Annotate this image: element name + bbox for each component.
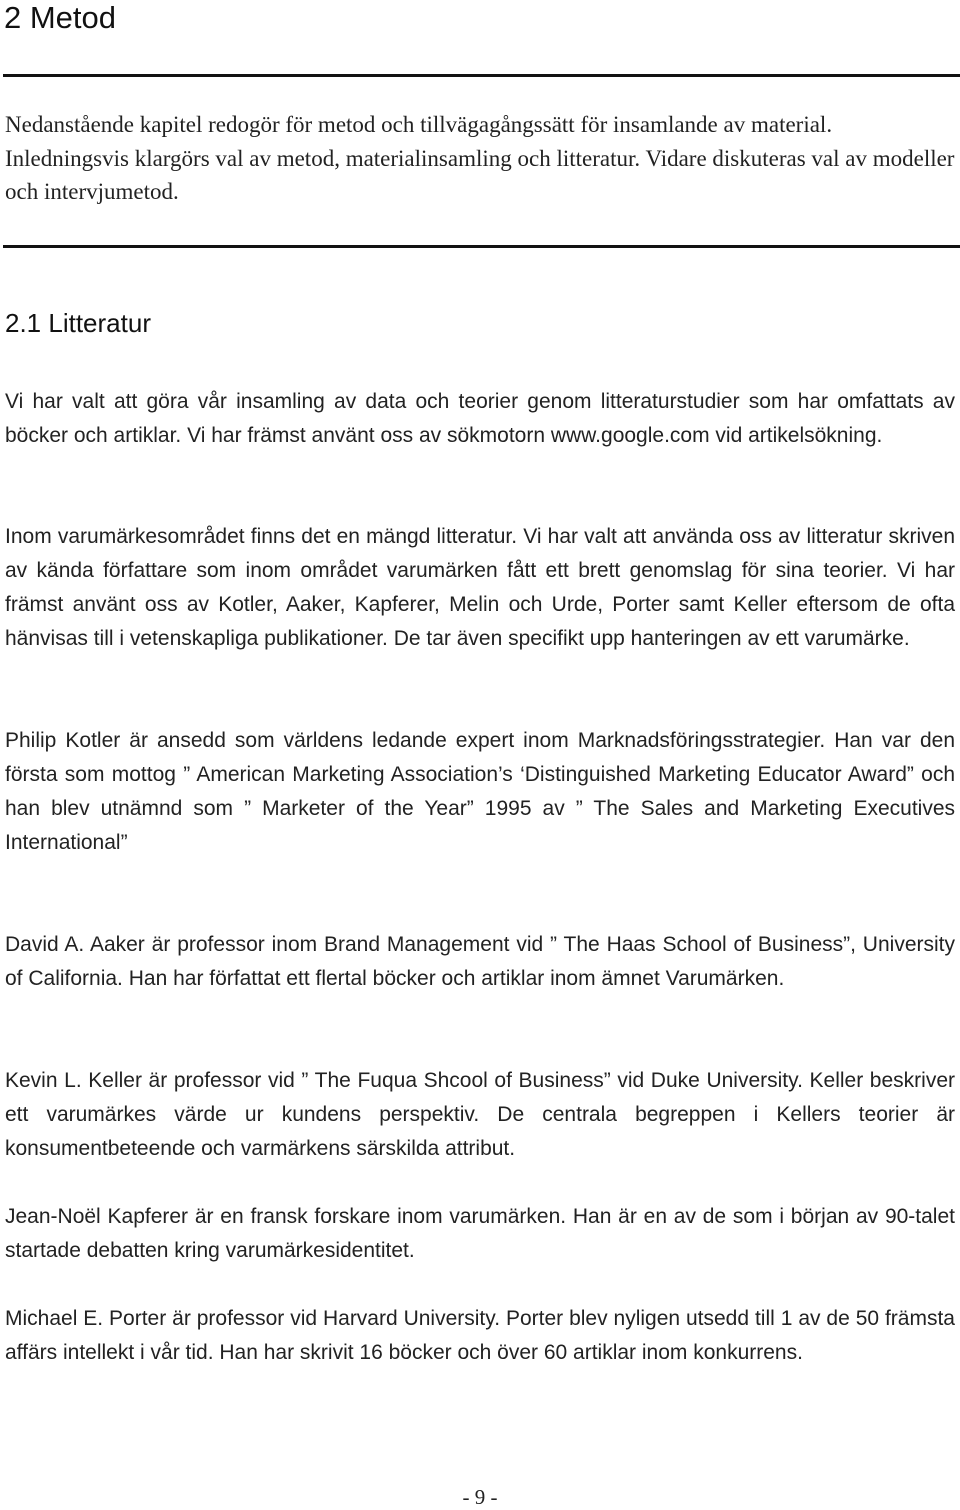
page-number: - 9 -: [462, 1485, 498, 1509]
paragraph-kapferer: Jean-Noël Kapferer är en fransk forskare inom varumärken. Han är en av de som i början av 90-talet startade debatten kring varumärkesidentitet.: [5, 1205, 955, 1262]
paragraph-brand-literature: Inom varumärkesområdet finns det en mängd litteratur. Vi har valt att använda oss av litteratur skriven av kända författare som inom området varumärken fått ett brett genomslag för sina teorier. Vi har främst använt oss av Kotler, Aaker, Kapferer, Melin och Urde, Porter samt Keller eftersom de ofta hänvisas till i vetenskapliga publikationer. De tar även specifikt upp hanteringen av ett varumärke.: [5, 525, 955, 650]
chapter-title: 2 Metod: [4, 0, 117, 35]
paragraph-porter: Michael E. Porter är professor vid Harvard University. Porter blev nyligen utsedd till 1 av de 50 främsta affärs intellekt i vår tid. Han har skrivit 16 böcker och över 60 artiklar inom konkurrens.: [5, 1307, 955, 1364]
chapter-intro: Nedanstående kapitel redogör för metod och tillvägagångssätt för insamlande av material. Inledningsvis klargörs val av metod, materialinsamling och litteratur. Vidare diskuteras val av modeller och intervjumetod.: [5, 112, 955, 204]
divider-top: [3, 74, 960, 77]
paragraph-aaker: David A. Aaker är professor inom Brand Management vid ” The Haas School of Business”, University of California. Han har författat ett flertal böcker och artiklar inom ämnet Varumärken.: [5, 933, 955, 990]
paragraph-keller: Kevin L. Keller är professor vid ” The Fuqua Shcool of Business” vid Duke University. Keller beskriver ett varumärkes värde ur kundens perspektiv. De centrala begreppen i Kellers teorier är konsumentbeteende och varmärkens särskilda attribut.: [5, 1069, 955, 1160]
section-title: 2.1 Litteratur: [5, 308, 151, 338]
paragraph-literature-collection: Vi har valt att göra vår insamling av data och teorier genom litteraturstudier som har omfattats av böcker och artiklar. Vi har främst använt oss av sökmotorn www.google.com vid artikelsökning.: [5, 390, 955, 447]
paragraph-kotler: Philip Kotler är ansedd som världens ledande expert inom Marknadsföringsstrategier. Han var den första som mottog ” American Marketing Association’s ‘Distinguished Marketing Educator Award” och han blev utnämnd som ” Marketer of the Year” 1995 av ” The Sales and Marketing Executives International”: [5, 729, 955, 854]
divider-bottom: [3, 245, 960, 248]
